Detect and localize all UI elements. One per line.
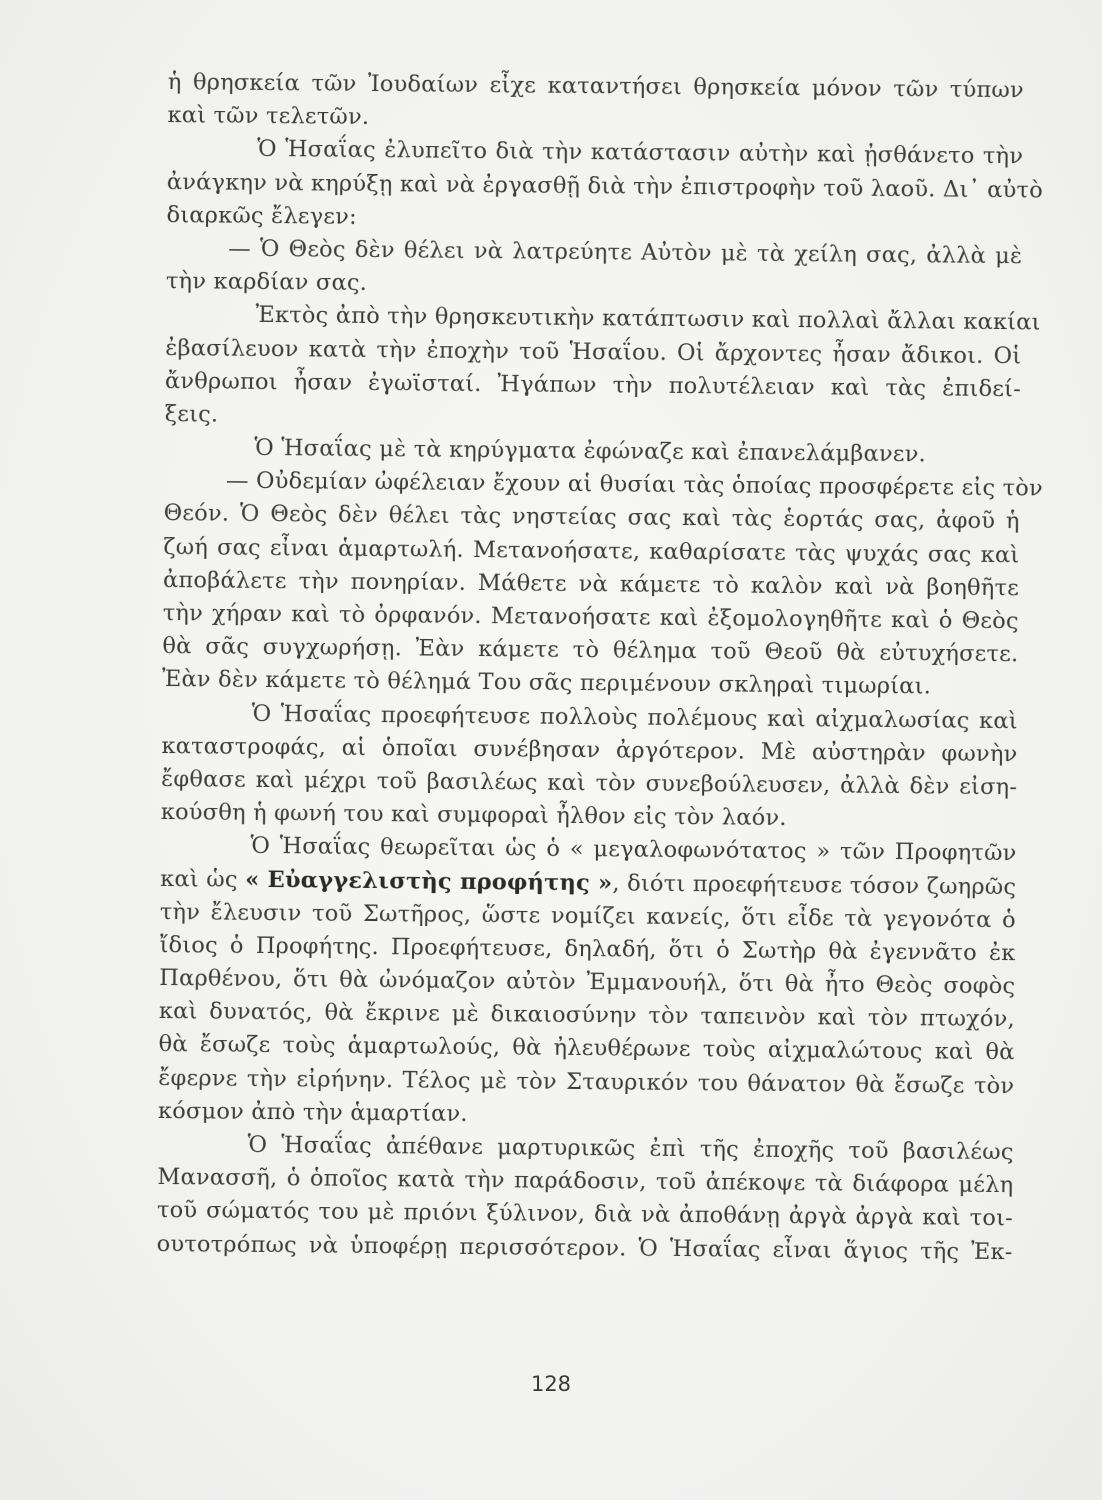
- text-line: τὴν καρδίαν σας.: [165, 268, 368, 297]
- text-line: ἀνάγκην νὰ κηρύξῃ καὶ νὰ ἐργασθῇ διὰ τὴν ἐπιστροφὴν τοῦ λαοῦ. Δι᾽ αὐτὸ: [166, 168, 1044, 203]
- text-line: ἡ θρησκεία τῶν Ἰουδαίων εἶχε καταντήσει θρησκεία μόνον τῶν τύπων: [167, 68, 1024, 104]
- text-line: ἀποβάλετε τὴν πονηρίαν. Μάθετε νὰ κάμετε τὸ καλὸν καὶ νὰ βοηθῆτε: [162, 566, 1020, 602]
- text-line: ξεις.: [164, 400, 219, 428]
- text-line: καὶ δυνατός, θὰ ἔκρινε μὲ δικαιοσύνην τὸν ταπεινὸν καὶ τὸν πτωχόν,: [158, 998, 1016, 1033]
- bold-phrase: « Εὐαγγελιστὴς προφήτης »: [245, 866, 613, 896]
- text-line: διαρκῶς ἔλεγεν:: [166, 201, 358, 230]
- page-body-text: [156, 66, 1044, 1269]
- text-line: θὰ ἔσωζε τοὺς ἁμαρτωλούς, θὰ ἠλευθέρωνε τοὺς αἰχμαλώτους καὶ θὰ: [158, 1031, 1015, 1066]
- text-line: καὶ τῶν τελετῶν.: [167, 102, 370, 131]
- text-line: τοῦ σώματός του μὲ πριόνι ξύλινον, διὰ νὰ ἀποθάνῃ ἀργὰ ἀργὰ καὶ τοι-: [156, 1197, 1014, 1232]
- text-segment: , διότι προεφήτευσε τόσον ζωηρῶς: [612, 869, 1017, 900]
- text-line: Μανασσῆ, ὁ ὁποῖος κατὰ τὴν παράδοσιν, τοῦ ἀπέκοψε τὰ διάφορα μέλη: [157, 1164, 1014, 1199]
- text-line: κόσμον ἀπὸ τὴν ἁμαρτίαν.: [157, 1097, 468, 1127]
- text-line: κούσθη ἡ φωνή του καὶ συμφοραὶ ἦλθον εἰς τὸν λαόν.: [160, 799, 787, 832]
- text-line: Ὁ Ἡσαΐας ἐλυπεῖτο διὰ τὴν κατάστασιν αὐτὴν καὶ ᾐσθάνετο τὴν: [257, 136, 1024, 170]
- text-line: ἔφερνε τὴν εἰρήνην. Τέλος μὲ τὸν Σταυρικόν του θάνατον θὰ ἔσωζε τὸν: [158, 1064, 1015, 1099]
- text-line: ἄνθρωποι ἦσαν ἐγωϊσταί. Ἠγάπων τὴν πολυτέλειαν καὶ τὰς ἐπιδεί-: [164, 367, 1022, 402]
- text-line: ζωή σας εἶναι ἁμαρτωλή. Μετανοήσατε, καθαρίσατε τὰς ψυχάς σας καὶ: [163, 533, 1020, 568]
- text-segment: καὶ ὡς: [160, 865, 246, 893]
- text-line: Ἐκτὸς ἀπὸ τὴν θρησκευτικὴν κατάπτωσιν καὶ πολλαὶ ἄλλαι κακίαι: [255, 302, 1041, 336]
- text-line: Ὁ Ἡσαΐας θεωρεῖται ὡς ὁ « μεγαλοφωνότατος » τῶν Προφητῶν: [250, 833, 1017, 867]
- page-number: 128: [530, 1372, 572, 1396]
- text-line: τὴν ἔλευσιν τοῦ Σωτῆρος, ὥστε νομίζει κανείς, ὅτι εἶδε τὰ γεγονότα ὁ: [159, 898, 1016, 933]
- text-line: — Ὁ Θεὸς δὲν θέλει νὰ λατρεύητε Αὐτὸν μὲ τὰ χείλη σας, ἀλλὰ μὲ: [228, 235, 1023, 270]
- text-line: καταστροφάς, αἱ ὁποῖαι συνέβησαν ἀργότερον. Μὲ αὐστηρὰν φωνὴν: [161, 732, 1018, 767]
- text-line: ἴδιος ὁ Προφήτης. Προεφήτευσε, δηλαδή, ὅτι ὁ Σωτὴρ θὰ ἐγεννᾶτο ἐκ: [159, 931, 1016, 967]
- text-line: Ἐὰν δὲν κάμετε τὸ θέλημά Του σᾶς περιμένουν σκληραὶ τιμωρίαι.: [161, 666, 932, 700]
- text-line: Θεόν. Ὁ Θεὸς δὲν θέλει τὰς νηστείας σας καὶ τὰς ἑορτάς σας, ἀφοῦ ἡ: [163, 500, 1020, 535]
- text-line: θὰ σᾶς συγχωρήσῃ. Ἐὰν κάμετε τὸ θέλημα τοῦ Θεοῦ θὰ εὐτυχήσετε.: [162, 633, 1019, 668]
- text-line: ουτοτρόπως νὰ ὑποφέρῃ περισσότερον. Ὁ Ἡσαΐας εἶναι ἅγιος τῆς Ἐκ-: [156, 1230, 1013, 1265]
- text-line: Ὁ Ἡσαΐας μὲ τὰ κηρύγματα ἐφώναζε καὶ ἐπανελάμβανεν.: [254, 434, 927, 468]
- text-line: Ὁ Ἡσαΐας ἀπέθανε μαρτυρικῶς ἐπὶ τῆς ἐποχῆς τοῦ βασιλέως: [247, 1131, 1014, 1166]
- text-line: Παρθένου, ὅτι θὰ ὠνόμαζον αὐτὸν Ἐμμανουήλ, ὅτι θὰ ἦτο Θεὸς σοφὸς: [159, 965, 1016, 1000]
- text-line: — Οὐδεμίαν ὠφέλειαν ἔχουν αἱ θυσίαι τὰς ὁποίας προσφέρετε εἰς τὸν: [225, 467, 1044, 502]
- text-line: ἐβασίλευον κατὰ τὴν ἐποχὴν τοῦ Ἡσαΐου. Οἱ ἄρχοντες ἦσαν ἄδικοι. Οἱ: [165, 334, 1022, 369]
- text-line: Ὁ Ἡσαΐας προεφήτευσε πολλοὺς πολέμους καὶ αἰχμαλωσίας καὶ: [251, 700, 1018, 734]
- text-line: ἔφθασε καὶ μέχρι τοῦ βασιλέως καὶ τὸν συνεβούλευσεν, ἀλλὰ δὲν εἰση-: [161, 765, 1018, 801]
- text-line: τὴν χήραν καὶ τὸ ὀρφανόν. Μετανοήσατε καὶ ἐξομολογηθῆτε καὶ ὁ Θεὸς: [162, 599, 1019, 635]
